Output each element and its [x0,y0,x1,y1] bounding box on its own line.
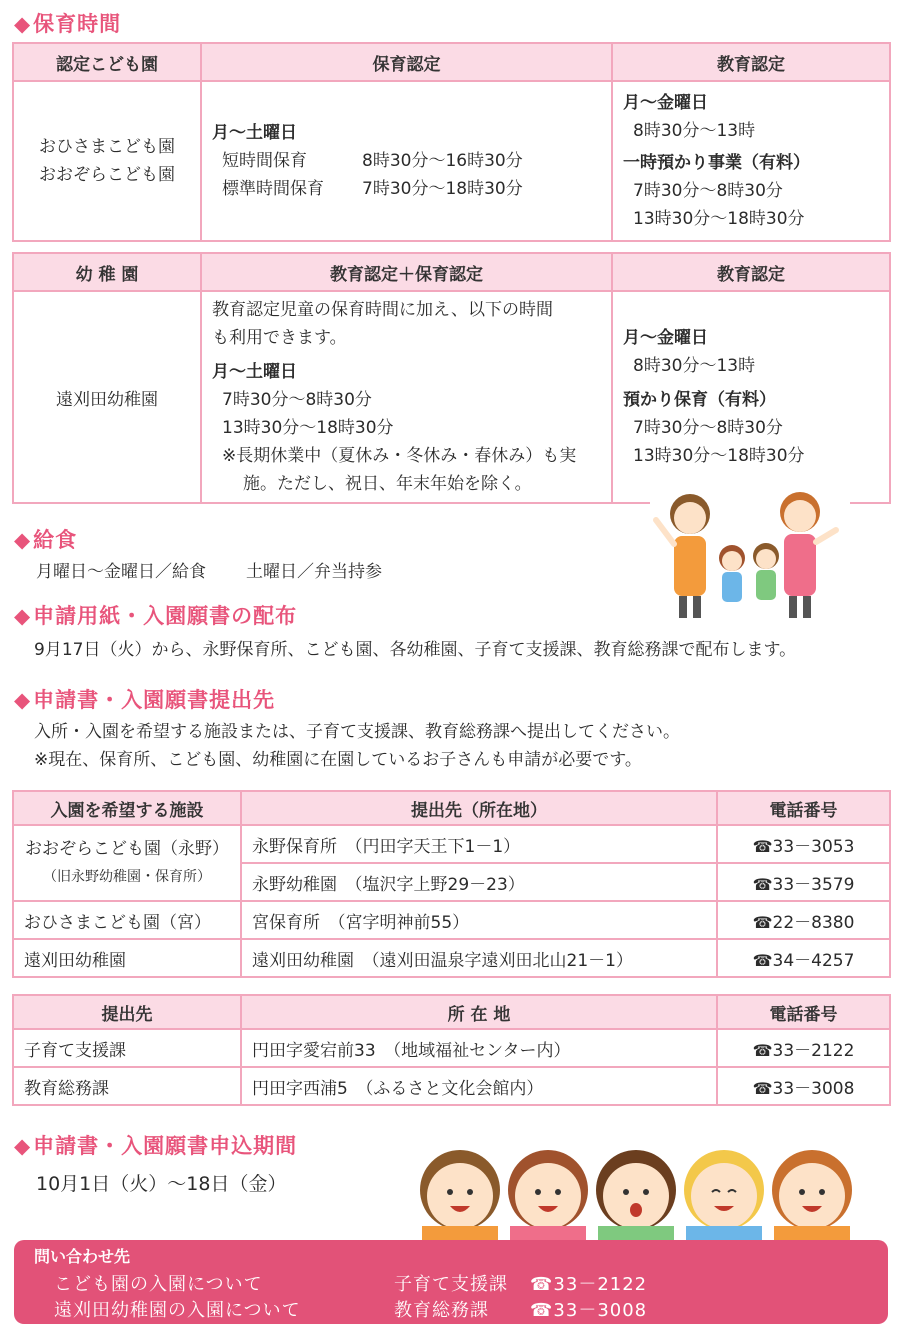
facility-name-cell: おひさまこども園（宮） [13,901,241,939]
table-row [13,1067,890,1105]
child-face [420,1150,500,1244]
table-header: 幼 稚 園 [13,253,201,291]
phone-icon: ☎ [752,874,773,894]
office-name-cell: 子育て支援課 [13,1029,241,1067]
phone-icon: ☎ [752,912,773,932]
dest-cell: 宮保育所 （宮字明神前55） [241,901,717,939]
lunch-weekday: 月曜日～金曜日／給食 [36,562,206,582]
facility-name-cell: おおぞらこども園（永野） （旧永野幼稚園・保育所） [13,825,241,901]
contact-row: 遠刈田幼稚園の入園について 教育総務課 ☎33－3008 [54,1300,648,1321]
table-header: 教育認定 [612,43,890,81]
child-face [508,1150,588,1244]
kyoiku-cell: 月～金曜日 8時30分～13時 一時預かり事業（有料） 7時30分～8時30分 13時30分～18時30分 [612,81,890,241]
table-row [13,1029,890,1067]
table-row [13,939,890,977]
office-submission-table [12,994,891,1106]
period-text: 10月1日（火）～18日（金） [36,1173,287,1195]
children-faces-illustration [412,1134,860,1244]
kodomoen-hours-table [12,42,891,242]
dest-cell: 永野幼稚園 （塩沢字上野29－23） [241,863,717,901]
mid-cell: 教育認定児童の保育時間に加え、以下の時間 も利用できます。 月～土曜日 7時30分～8時30分 13時30分～18時30分 ※長期休業中（夏休み・冬休み・春休み）も実 施。ただし、祝日、年末年始を除く。 [201,291,612,503]
submission-text-2: ※現在、保育所、こども園、幼稚園に在園しているお子さんも申請が必要です。 [34,750,642,770]
contact-title: 問い合わせ先 [34,1247,131,1266]
phone-icon: ☎ [752,1040,773,1060]
facility-submission-table [12,790,891,978]
child-face [596,1150,676,1244]
lunch-info [36,558,382,586]
tel-cell: ☎33－3053 [717,825,890,863]
table-row [13,825,890,863]
contact-box [14,1240,888,1324]
section-title-submission: ◆申請書・入園願書提出先 [14,688,276,712]
distribution-text: 9月17日（火）から、永野保育所、こども園、各幼稚園、子育て支援課、教育総務課で配布します。 [34,640,797,660]
facility-name-cell: 遠刈田幼稚園 [13,939,241,977]
address-cell: 円田字西浦5 （ふるさと文化会館内） [241,1067,717,1105]
phone-icon: ☎ [752,836,773,856]
section-title-period: ◆申請書・入園願書申込期間 [14,1134,298,1158]
table-row [13,901,890,939]
hoiku-cell: 月～土曜日 短時間保育 8時30分～16時30分 標準時間保育 7時30分～18時30分 [201,81,612,241]
tel-cell: ☎22－8380 [717,901,890,939]
tel-cell: ☎33－3579 [717,863,890,901]
table-header: 教育認定 [612,253,890,291]
table-header: 提出先 [13,995,241,1029]
table-header: 認定こども園 [13,43,201,81]
section-title-hours: ◆保育時間 [14,12,122,36]
tel-cell: ☎33－2122 [717,1029,890,1067]
table-header: 保育認定 [201,43,612,81]
table-header: 教育認定＋保育認定 [201,253,612,291]
teachers-children-illustration [650,486,850,621]
table-header: 電話番号 [717,791,890,825]
tel-cell: ☎34－4257 [717,939,890,977]
section-title-lunch: ◆給食 [14,528,78,552]
kyoiku-cell: 月～金曜日 8時30分～13時 預かり保育（有料） 7時30分～8時30分 13時30分～18時30分 [612,291,890,503]
table-header: 提出先（所在地） [241,791,717,825]
dest-cell: 遠刈田幼稚園 （遠刈田温泉字遠刈田北山21－1） [241,939,717,977]
section-title-distribution: ◆申請用紙・入園願書の配布 [14,604,298,628]
table-header: 所 在 地 [241,995,717,1029]
tel-cell: ☎33－3008 [717,1067,890,1105]
facility-cell: 遠刈田幼稚園 [13,291,201,503]
child-face [684,1150,764,1244]
table-header: 入園を希望する施設 [13,791,241,825]
contact-row: こども園の入園について 子育て支援課 ☎33－2122 [54,1274,648,1295]
dest-cell: 永野保育所 （円田字天王下1－1） [241,825,717,863]
lunch-saturday: 土曜日／弁当持参 [246,562,382,582]
phone-icon: ☎ [752,1078,773,1098]
address-cell: 円田字愛宕前33 （地域福祉センター内） [241,1029,717,1067]
youchien-hours-table [12,252,891,504]
facility-cell: おひさまこども園 おおぞらこども園 [13,81,201,241]
submission-text-1: 入所・入園を希望する施設または、子育て支援課、教育総務課へ提出してください。 [34,722,680,742]
table-header: 電話番号 [717,995,890,1029]
child-face [772,1150,852,1244]
office-name-cell: 教育総務課 [13,1067,241,1105]
phone-icon: ☎ [752,950,773,970]
